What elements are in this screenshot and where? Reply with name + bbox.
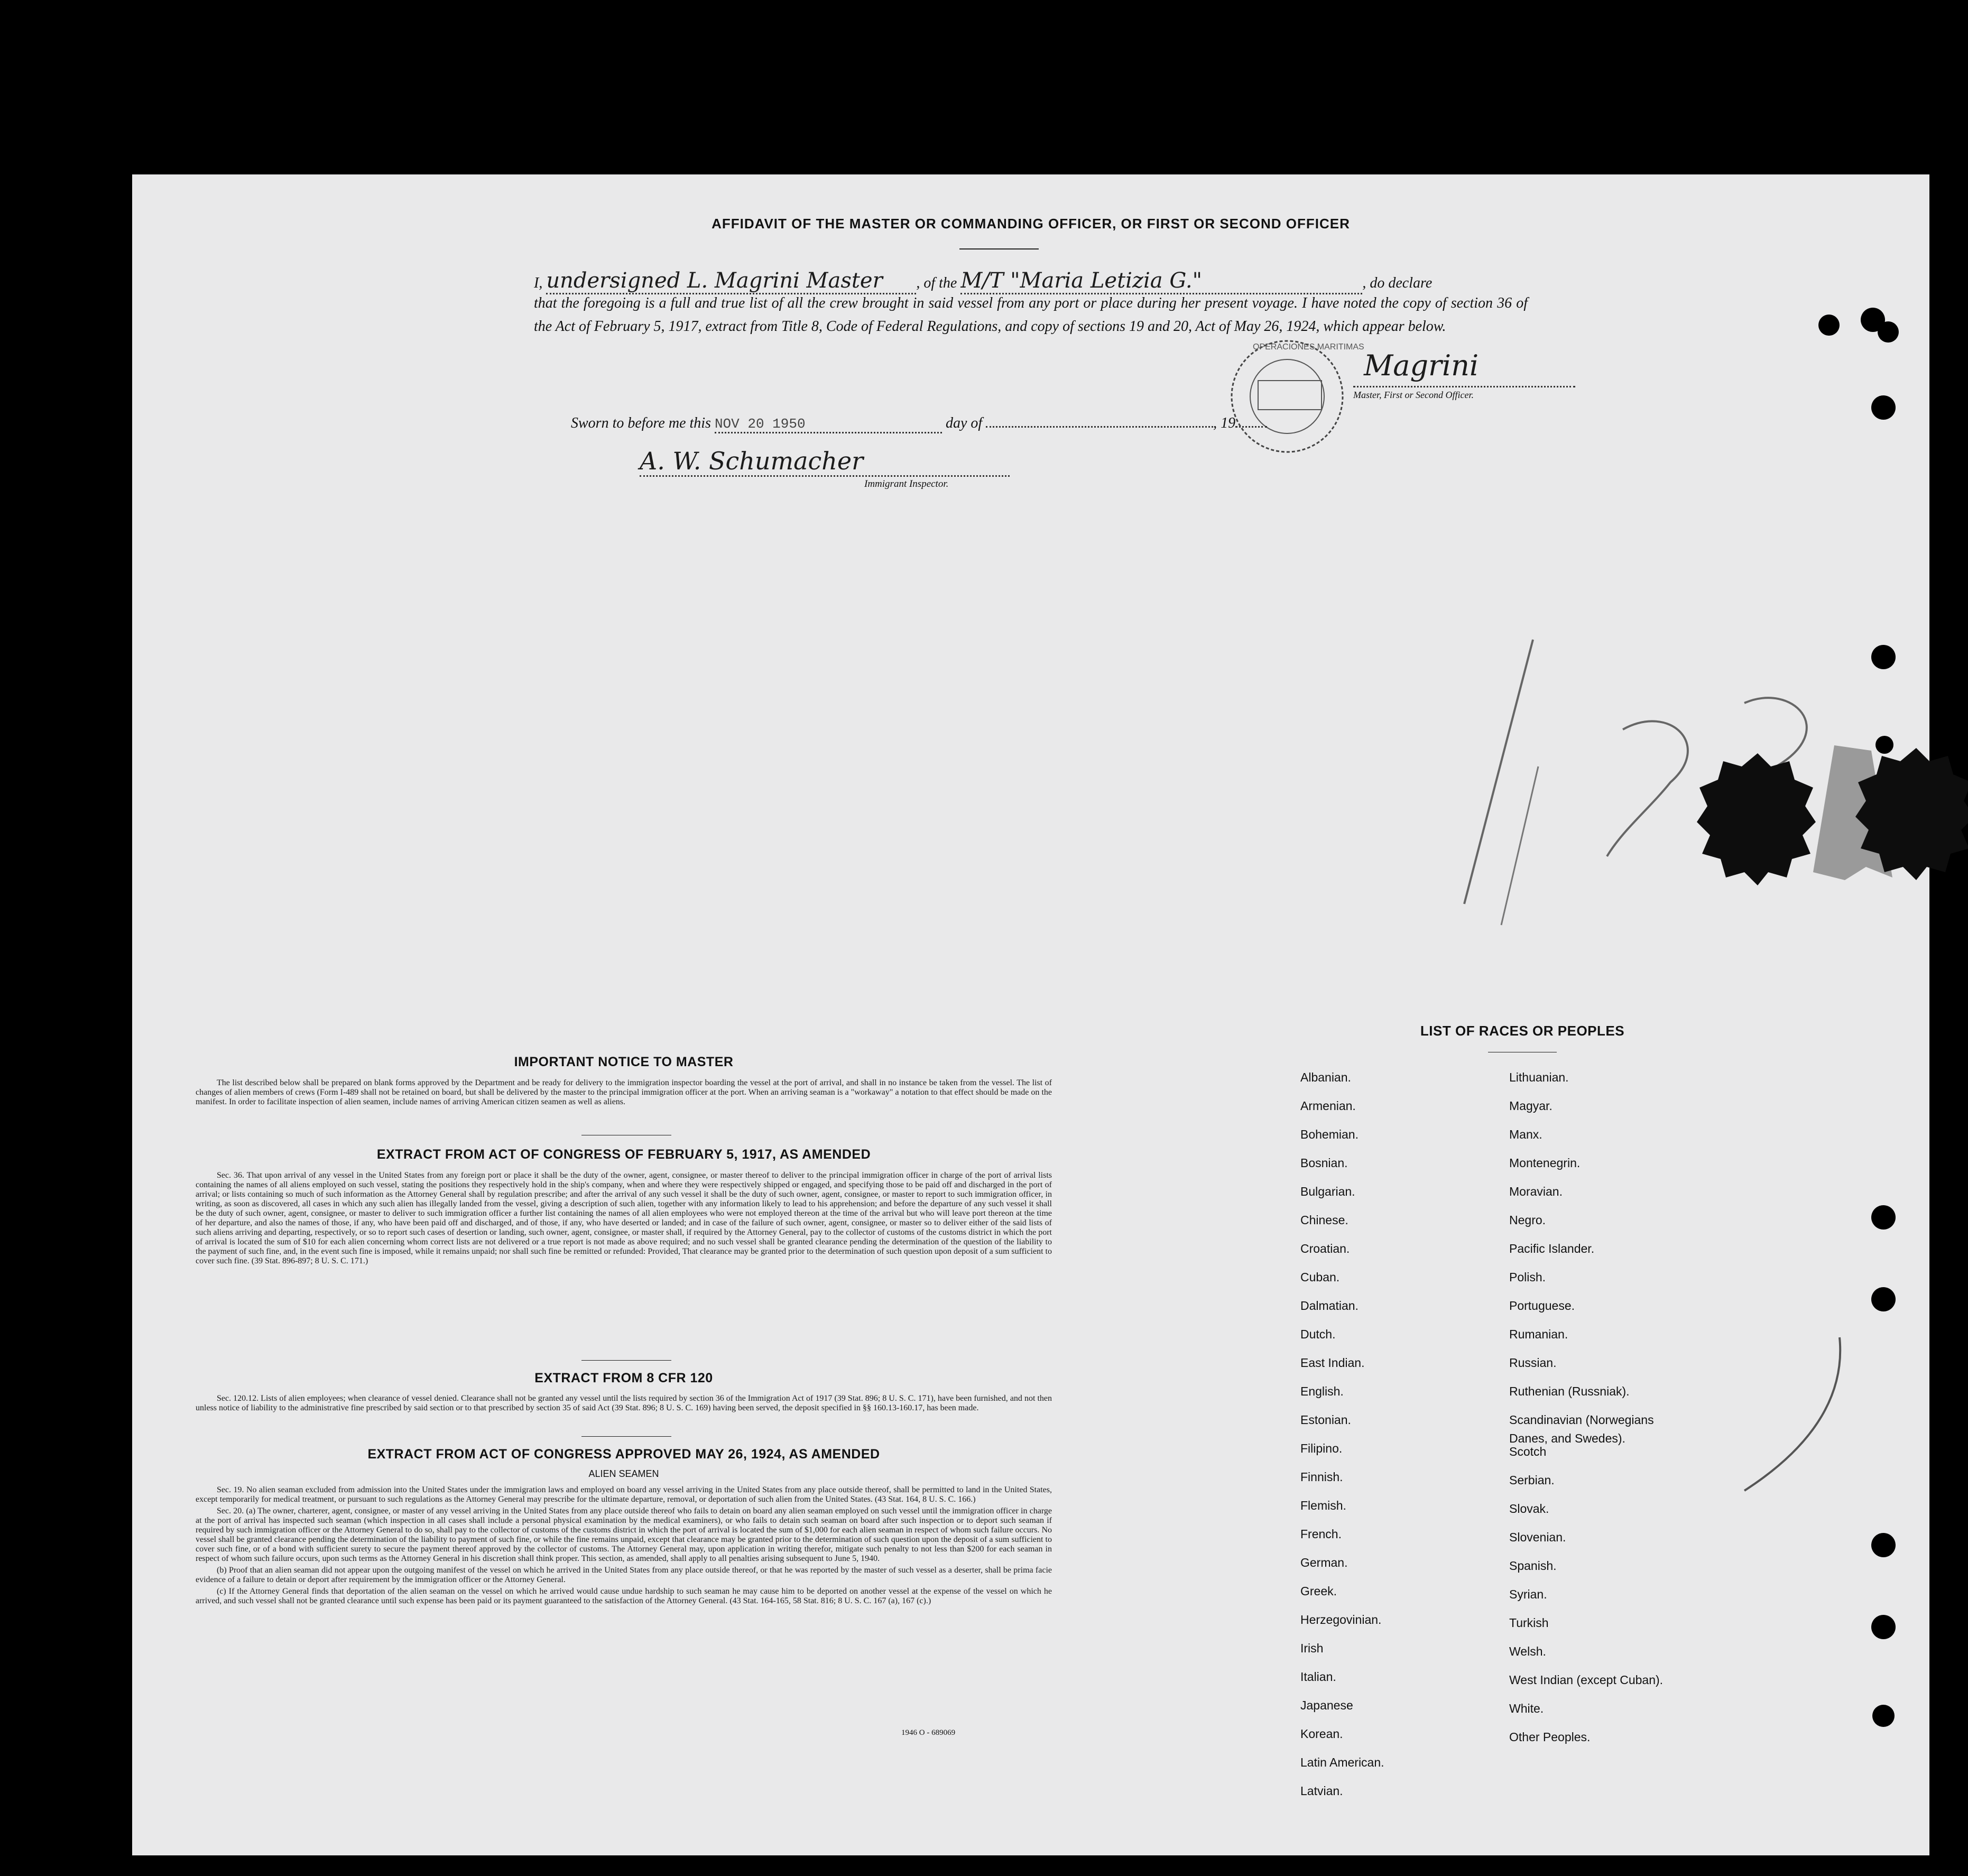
race-scandinavian-continued: Danes, and Swedes). — [1509, 1431, 1625, 1445]
race-item: Ruthenian (Russniak). — [1509, 1384, 1630, 1398]
declaration-suffix: , do declare — [1362, 275, 1433, 291]
race-item: Bulgarian. — [1300, 1185, 1355, 1198]
race-item: Lithuanian. — [1509, 1070, 1569, 1084]
declaration-body: that the foregoing is a full and true list of all the crew brought in said vessel from any port or place during her present voyage. I have noted the copy of section 36 of the Act of February 5, 1917, extract from Title 8, Code of Federal Regulations, and copy of sections 19 and 20, Act of May 26, 1924, which appear below. — [534, 295, 1528, 335]
race-item: Other Peoples. — [1509, 1730, 1591, 1744]
race-item: Japanese — [1300, 1698, 1353, 1712]
extract-1924-title: EXTRACT FROM ACT OF CONGRESS APPROVED MAY 26, 1924, AS AMENDED — [367, 1447, 880, 1462]
extract-1924-subtitle: ALIEN SEAMEN — [588, 1468, 659, 1479]
race-item: Bosnian. — [1300, 1156, 1348, 1170]
sec-19-text: Sec. 19. No alien seaman excluded from admission into the United States under the immigration laws and employed on board any vessel arriving in the United States from any place outside thereof, shall be permitted to land in the United States, except temporarily for medical treatment, or pursuant to such regulations as the Attorney General may prescribe for the ultimate departure, removal, or deportation of such alien from the United States. (43 Stat. 164, 8 U. S. C. 166.) — [196, 1485, 1052, 1504]
sworn-year-field — [1235, 426, 1267, 428]
notary-seal-right — [1855, 745, 1968, 883]
race-item: White. — [1509, 1702, 1544, 1715]
race-item: Rumanian. — [1509, 1327, 1568, 1341]
signature-line — [1353, 386, 1575, 387]
race-item: Filipino. — [1300, 1441, 1343, 1455]
race-item: Bohemian. — [1300, 1128, 1359, 1141]
race-item: Flemish. — [1300, 1499, 1346, 1512]
punch-hole — [1871, 1287, 1896, 1311]
race-item: Portuguese. — [1509, 1299, 1575, 1313]
punch-hole — [1875, 736, 1893, 754]
race-item: Manx. — [1509, 1128, 1542, 1141]
race-item: Spanish. — [1509, 1559, 1557, 1573]
race-item: Greek. — [1300, 1584, 1337, 1598]
vessel-name-field: M/T "Maria Letizia G." — [960, 269, 1362, 294]
cfr-120-title: EXTRACT FROM 8 CFR 120 — [534, 1371, 713, 1385]
punch-hole — [1871, 645, 1896, 669]
affidavit-title: AFFIDAVIT OF THE MASTER OR COMMANDING OFFICER, OR FIRST OR SECOND OFFICER — [712, 216, 1350, 232]
extract-1924-body — [196, 1485, 1052, 1608]
races-title: LIST OF RACES OR PEOPLES — [1420, 1023, 1625, 1039]
cfr-120-text: Sec. 120.12. Lists of alien employees; when clearance of vessel denied. Clearance shall not be granted any vessel until the lists required by section 36 of the Immigration Act of 1917 (39 Stat. 896; 8 U. S. C. 171), have been furnished, and not then unless notice of liability to the administrative fine prescribed by said section or to that prescribed by section 35 of said Act (39 Stat. 896; 8 U. S. C. 169) having been served, the deposit specified in §§ 160.13-160.17, has been made. — [196, 1394, 1052, 1412]
race-item: English. — [1300, 1384, 1344, 1398]
race-item: Montenegrin. — [1509, 1156, 1581, 1170]
race-item: Serbian. — [1509, 1473, 1555, 1487]
race-item: Korean. — [1300, 1727, 1343, 1741]
sworn-date-stamp: NOV 20 1950 — [715, 416, 942, 433]
punch-hole — [1871, 395, 1896, 420]
declaration-prefix: I, — [534, 275, 543, 291]
sworn-prefix: Sworn to before me this — [571, 415, 711, 431]
race-item: Herzegovinian. — [1300, 1613, 1382, 1627]
race-item: Dutch. — [1300, 1327, 1336, 1341]
race-item: Chinese. — [1300, 1213, 1348, 1227]
race-item: French. — [1300, 1527, 1342, 1541]
race-item: West Indian (except Cuban). — [1509, 1673, 1664, 1687]
race-item: Croatian. — [1300, 1242, 1350, 1255]
race-item: Polish. — [1509, 1270, 1546, 1284]
notice-title: IMPORTANT NOTICE TO MASTER — [514, 1055, 734, 1069]
punch-hole — [1872, 1705, 1895, 1727]
race-item: Syrian. — [1509, 1587, 1547, 1601]
race-item: German. — [1300, 1556, 1348, 1569]
declaration-mid: , of the — [916, 275, 957, 291]
race-item: Scotch — [1509, 1445, 1547, 1458]
race-item: Armenian. — [1300, 1099, 1356, 1113]
race-item: Welsh. — [1509, 1644, 1546, 1658]
print-code: 1946 O - 689069 — [901, 1729, 956, 1737]
race-item: Albanian. — [1300, 1070, 1351, 1084]
sec-20a-text: Sec. 20. (a) The owner, charterer, agent, consignee, or master of any vessel arriving in the United States from any place outside thereof who fails to detain on board any alien seaman employed on such vessel until the immigration officer in charge at the port of arrival has inspected such seaman (which inspection in all cases shall include a personal physical examination by the medical examiners), or who fails to detain such seaman on board after such inspection or to deport such seaman if required by such immigration officer or the Attorney General to do so, shall pay to the collector of customs of the customs district in which the port of arrival is located the sum of $1,000 for each alien seaman in respect of whom such failure occurs. No vessel shall be granted clearance pending the determination of the liability to payment of such fine, or while the fine remains unpaid, except that clearance may be granted prior to the determination of such question upon the deposit of a sum sufficient to cover such fine, or of a bond with sufficient surety to secure the payment thereof approved by the collector of customs. The Attorney General may, upon application in writing therefor, mitigate such penalty to not less than $200 for each seaman in respect of whom such failure occurs, upon such terms as the Attorney General in his discretion shall think proper. This section, as amended, shall apply to all penalties arising subsequent to June 5, 1940. — [196, 1507, 1052, 1563]
extract-1917-text: Sec. 36. That upon arrival of any vessel in the United States from any foreign port or place it shall be the duty of the owner, agent, consignee, or master thereof to deliver to the principal immigration officer in charge of the port of arrival lists containing the names of all aliens employed on such vessel, stating the positions they respectively hold in the ship's company, when and where they were respectively shipped or engaged, and specifying those to be paid off and discharged in the port of arrival; or lists containing so much of such information as the Attorney General shall by regulation prescribe; and after the arrival of any such vessel it shall be the duty of such owner, agent, consignee, or master to report to such immigration officer, in writing, as soon as discovered, all cases in which any such alien has illegally landed from the vessel, giving a description of such alien, together with any information likely to lead to his apprehension; and before the departure of any such vessel it shall be the duty of such owner, agent, consignee, or master to deliver to such immigration officer a further list containing the names of all alien employees who were not employed thereon at the time of the arrival but who will leave port thereon at the time of her departure, and also the names of those, if any, who have been paid off and discharged, and of those, if any, who have deserted or landed; and in case of the failure of such owner, agent, consignee, or master so to deliver either of the said lists of such aliens arriving and departing, respectively, or so to report such cases of desertion or landing, such owner, agent, consignee, or master shall, if required by the Attorney General, pay to the collector of customs of the customs district in which the port of arrival is located the sum of $10 for each alien concerning whom correct lists are not delivered or a true report is not made as above required; and no such vessel shall be granted clearance pending the determination of the question of the liability to the payment of such fine, and, in the event such fine is imposed, while it remains unpaid; nor shall such fine be remitted or refunded: Provided, That clearance may be granted prior to the determination of such question upon deposit of a sum sufficient to cover such fine. (39 Stat. 896-897; 8 U. S. C. 171.) — [196, 1171, 1052, 1265]
race-item: Negro. — [1509, 1213, 1546, 1227]
sworn-day: day of — [945, 415, 983, 431]
master-name-field: undersigned L. Magrini Master — [546, 269, 916, 294]
document-page — [132, 174, 1929, 1855]
race-item: Magyar. — [1509, 1099, 1553, 1113]
sworn-line — [571, 415, 1267, 433]
sec-20b-text: (b) Proof that an alien seaman did not appear upon the outgoing manifest of the vessel on which he arrived in the United States from any place outside thereof, or that he was reported by the master of such vessel as a deserter, shall be prima facie evidence of a failure to detain or deport after requirement by the immigration officer or the Attorney General. — [196, 1566, 1052, 1584]
stamp-text: OPERACIONES MARITIMAS — [1253, 343, 1364, 352]
race-item: Slovak. — [1509, 1502, 1549, 1515]
punch-hole — [1878, 321, 1899, 343]
race-item: Russian. — [1509, 1356, 1557, 1370]
punch-hole — [1818, 315, 1840, 336]
extract-1917-title: EXTRACT FROM ACT OF CONGRESS OF FEBRUARY 5, 1917, AS AMENDED — [376, 1147, 871, 1162]
sec-20c-text: (c) If the Attorney General finds that deportation of the alien seaman on the vessel on which he arrived would cause undue hardship to such seaman he may cause him to be deported on another vessel at the expense of the vessel on which he arrived, and such vessel shall not be granted clearance until such expense has been paid or its payment guaranteed to the satisfaction of the Attorney General. (43 Stat. 164-165, 58 Stat. 816; 8 U. S. C. 167 (a), 167 (c).) — [196, 1587, 1052, 1605]
inspector-caption: Immigrant Inspector. — [864, 478, 949, 489]
race-item: Dalmatian. — [1300, 1299, 1359, 1313]
race-item: Latin American. — [1300, 1755, 1384, 1769]
race-item: Cuban. — [1300, 1270, 1340, 1284]
notary-seal-left — [1697, 751, 1818, 888]
sworn-year: , 19 — [1213, 415, 1236, 431]
race-item: Turkish — [1509, 1616, 1549, 1630]
inspector-signature: A. W. Schumacher — [640, 447, 1010, 477]
race-item: East Indian. — [1300, 1356, 1365, 1370]
master-signature: Magrini — [1364, 349, 1479, 382]
punch-hole — [1871, 1533, 1896, 1557]
punch-hole — [1871, 1205, 1896, 1230]
race-item: Slovenian. — [1509, 1530, 1566, 1544]
signature-caption: Master, First or Second Officer. — [1353, 390, 1474, 400]
race-item: Irish — [1300, 1641, 1324, 1655]
sworn-month-field — [986, 426, 1213, 428]
notice-text: The list described below shall be prepared on blank forms approved by the Department and be ready for delivery to the immigration inspector boarding the vessel at the port of arrival, and shall in no instance be taken from the vessel. The list of changes of alien members of crews (Form I-489 shall not be retained on board, but shall be delivered by the master to the principal immigration officer at the port. When an arriving seaman is a "workaway" a notation to that effect should be made on the manifest. In order to facilitate inspection of alien seamen, include names of arriving American citizen seamen as well as aliens. — [196, 1078, 1052, 1106]
race-item: Pacific Islander. — [1509, 1242, 1595, 1255]
punch-hole — [1871, 1615, 1896, 1639]
title-rule — [959, 248, 1039, 249]
race-item: Finnish. — [1300, 1470, 1343, 1484]
race-item: Italian. — [1300, 1670, 1336, 1684]
race-item: Estonian. — [1300, 1413, 1351, 1427]
declaration-line — [534, 269, 1432, 294]
extract-1917-rule — [581, 1360, 671, 1361]
race-item: Moravian. — [1509, 1185, 1563, 1198]
race-item: Latvian. — [1300, 1784, 1343, 1798]
cfr-120-rule — [581, 1436, 671, 1437]
race-item: Scandinavian (Norwegians — [1509, 1413, 1654, 1427]
